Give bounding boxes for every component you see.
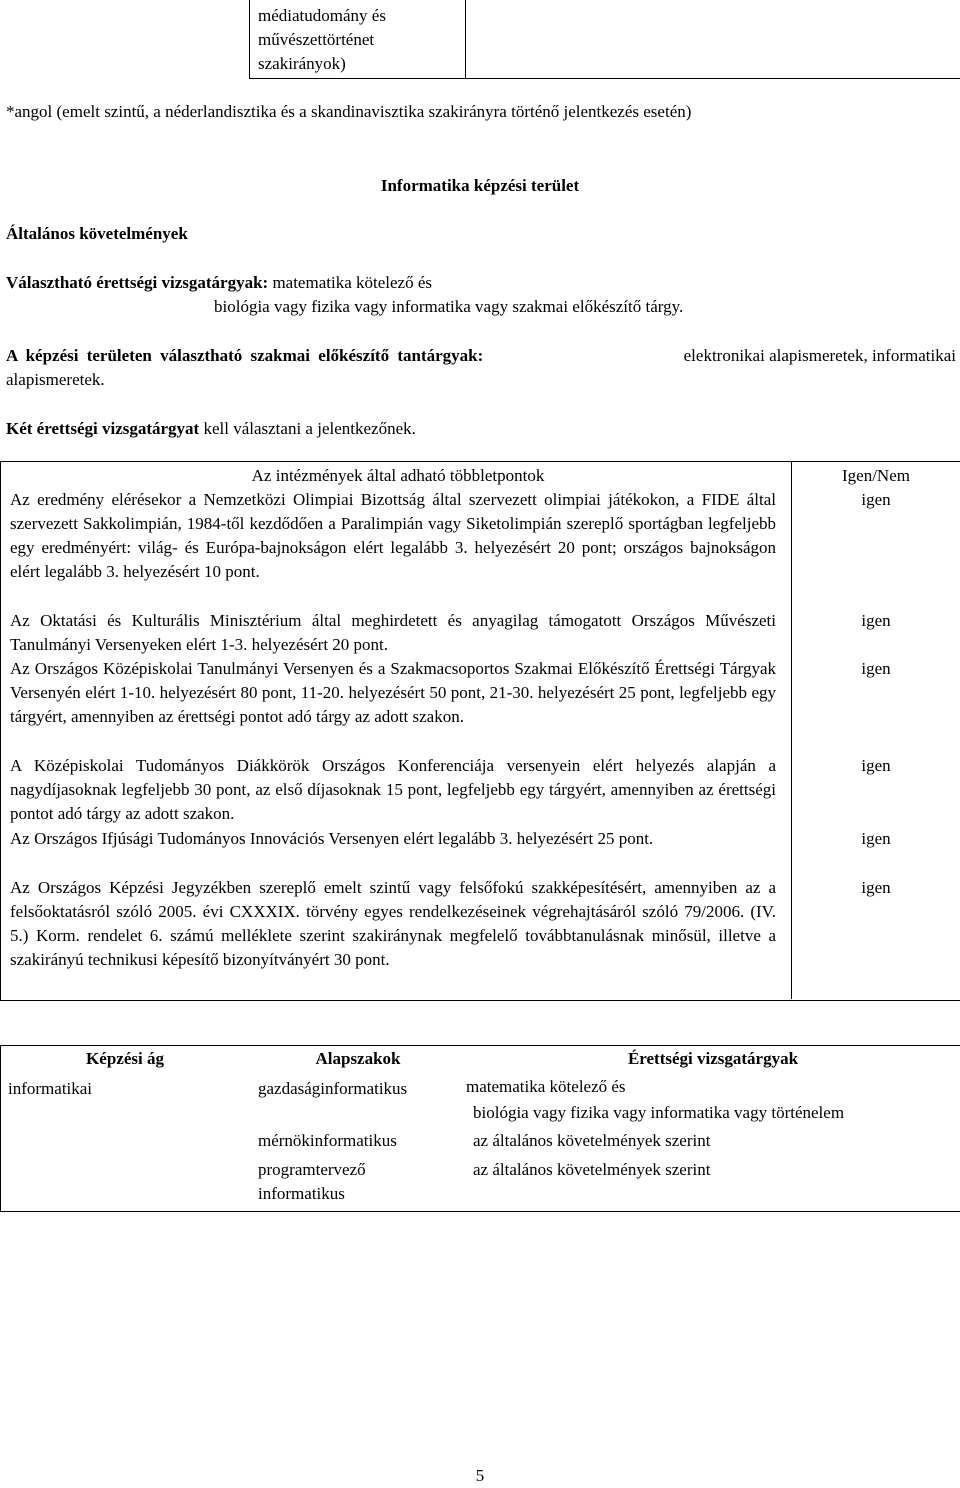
program-name: mérnökinformatikus [258, 1131, 397, 1150]
table-row-text: Az Oktatási és Kulturális Minisztérium által meghirdetett és anyagilag támogatott Országos Művészeti Tanulmányi Versenyeken elért 1-3. helyezésért 20 pont. [10, 611, 776, 654]
table-row-text: Az Országos Középiskolai Tanulmányi Versenyen és a Szakmacsoportos Szakmai Előkészítő Érettségi Tárgyak Versenyén elért 1-10. helyezésért 80 pont, 11-20. helyezésért 50 pont, 21-30. helyezésért 25 pont, legfeljebb egy tárgyért, amennyiben az érettségi pontot adó tárgy az adott szakon. [10, 659, 776, 726]
two-subjects-bold: Két érettségi vizsgatárgyat [6, 419, 200, 438]
table-row-text: Az eredmény elérésekor a Nemzetközi Olimpiai Bizottság által szervezett olimpiai játékokon, a FIDE által szervezett Sakkolimpián, 1984-től kezdődően a Paralimpián vagy Siketolimpián szereplő sportágban legfeljebb egy eredményért: világ- és Európa-bajnokságon elért legalább 3. helyezésért 20 pont; országos bajnokságon elért legalább 3. helyezésért 10 pont. [10, 490, 776, 581]
exam-subjects-line2: biológia vagy fizika vagy informatika vagy szakmai előkészítő tárgy. [214, 297, 684, 316]
programs-header-subjects: Érettségi vizsgatárgyak [627, 1049, 799, 1068]
two-subjects-note [6, 417, 956, 441]
program-name: informatikus [258, 1184, 345, 1203]
programs-header-branch: Képzési ág [86, 1049, 164, 1068]
points-table-header-right: Igen/Nem [842, 466, 910, 485]
table-row-text: Az Országos Képzési Jegyzékben szereplő emelt szintű vagy felsőfokú szakképesítésért, amennyiben az a felsőoktatásról szóló 2005. évi CXXXIX. törvény egyes rendelkezéseinek végrehajtásáról szóló 79/2006. (IV. 5.) Korm. rendelet 6. számú melléklete szerint szakiránynak megfelelő továbbtanulásnak minősül, illetve a szakirányú technikusi képesítő bizonyítványért 30 pont. [10, 878, 776, 969]
table-row-text: A Középiskolai Tudományos Diákkörök Országos Konferenciája versenyein elért helyezés alapján a nagydíjasoknak legfeljebb 30 pont, az első díjasoknak 15 pont, legfeljebb egy tárgyért, amennyiben az érettségi pontot adó tárgy az adott szakon. [10, 756, 776, 823]
exam-subjects-label: Választható érettségi vizsgatárgyak: [6, 273, 269, 292]
table-row-answer: igen [861, 611, 891, 630]
page-number: 5 [475, 1466, 485, 1485]
section-title: Informatika képzési terület [380, 176, 580, 195]
table-row-answer: igen [861, 659, 891, 678]
points-table-header: Az intézmények által adható többletpontok [251, 466, 545, 485]
program-name: gazdaságinformatikus [258, 1079, 408, 1098]
program-name: programtervező [258, 1160, 366, 1179]
table-row-answer: igen [861, 490, 891, 509]
continuation-line: művészettörténet [258, 30, 375, 49]
prep-subjects-text: elektronikai alapismeretek, informatikai [683, 346, 956, 365]
table-row-answer: igen [861, 756, 891, 775]
continuation-cell [258, 4, 458, 76]
general-requirements-heading: Általános követelmények [6, 224, 188, 243]
continuation-line: médiatudomány és [258, 6, 386, 25]
program-subjects: matematika kötelező és [466, 1077, 626, 1096]
exam-subjects-line1 [6, 271, 956, 295]
continuation-line: szakirányok) [258, 54, 346, 73]
table-column-divider [791, 461, 792, 999]
exam-subjects-text: matematika kötelező és [272, 273, 432, 292]
program-subjects: biológia vagy fizika vagy informatika vagy történelem [473, 1103, 845, 1122]
table-row-answer: igen [861, 878, 891, 897]
program-branch: informatikai [8, 1079, 93, 1098]
footnote: *angol (emelt szintű, a néderlandisztika és a skandinavisztika szakirányra történő jelentkezés esetén) [6, 102, 692, 121]
table-row-text: Az Országos Ifjúsági Tudományos Innovációs Versenyen elért legalább 3. helyezésért 25 pont. [10, 829, 654, 848]
program-subjects: az általános követelmények szerint [473, 1131, 711, 1150]
prep-subjects-label: A képzési területen választható szakmai előkészítő tantárgyak: [6, 346, 484, 365]
programs-header-program: Alapszakok [315, 1049, 401, 1068]
prep-subjects-line1 [6, 344, 956, 368]
table-row-answer: igen [861, 829, 891, 848]
prep-subjects-line2: alapismeretek. [6, 370, 105, 389]
program-subjects: az általános követelmények szerint [473, 1160, 711, 1179]
two-subjects-rest: kell választani a jelentkezőnek. [203, 419, 416, 438]
table-cell-divider [465, 0, 466, 78]
